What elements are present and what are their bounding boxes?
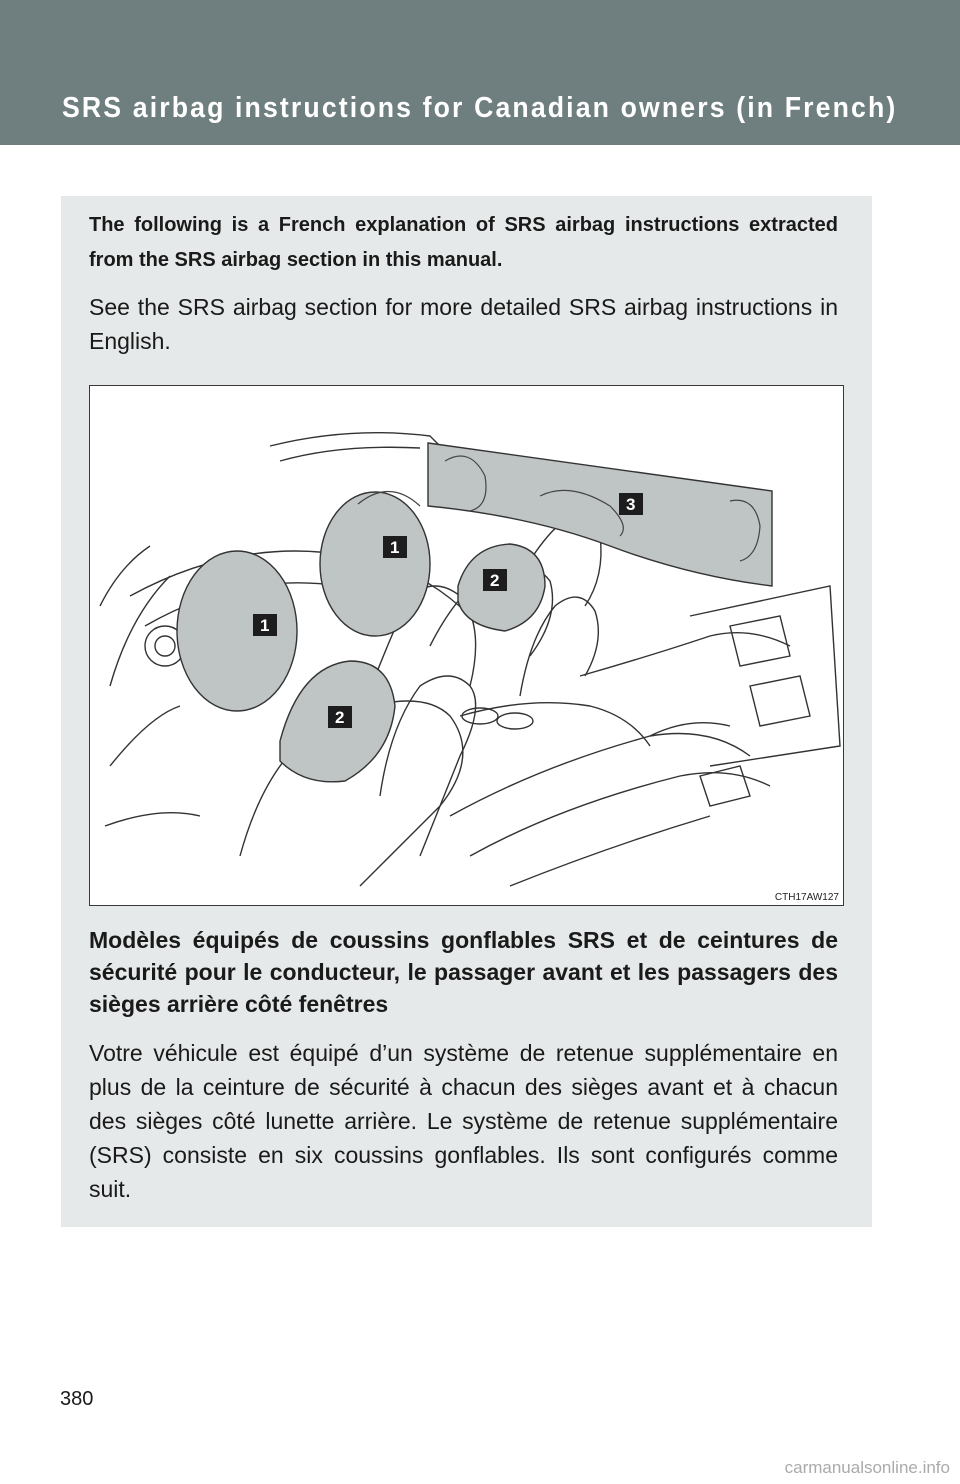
callout-1-driver: [253, 614, 277, 636]
page-header: [0, 0, 960, 145]
intro-bold-text: The following is a French explanation of SRS airbag instructions extracted from the SRS airbag section in this manual.: [89, 214, 838, 271]
svg-text:2: 2: [335, 708, 345, 727]
airbag-illustration: [89, 385, 844, 906]
svg-text:2: 2: [490, 571, 500, 590]
svg-text:1: 1: [260, 616, 270, 635]
intro-plain-text: See the SRS airbag section for more detailed SRS airbag instructions in English.: [89, 294, 838, 354]
callout-2-driver-side: [328, 706, 352, 728]
figure-code: CTH17AW127: [774, 892, 839, 903]
watermark: carmanualsonline.info: [784, 1458, 950, 1477]
callout-2-passenger-side: [483, 569, 507, 591]
section-body: Votre véhicule est équipé d’un système de retenue supplémentaire en plus de la ceinture de sécurité à chacun des sièges avant et à chacun des sièges côté lunette arrière. Le système de retenue supplémentaire (SRS) consiste en six coussins gonflables. Ils sont configurés comme suit.: [89, 1040, 838, 1202]
vehicle-interior-drawing: [90, 386, 844, 906]
page-number: 380: [60, 1388, 94, 1410]
page-title: SRS airbag instructions for Canadian owners (in French): [62, 92, 898, 124]
svg-text:3: 3: [626, 495, 636, 514]
svg-text:1: 1: [390, 538, 400, 557]
callout-3-curtain: [619, 493, 643, 515]
section-heading: Modèles équipés de coussins gonflables SRS et de ceintures de sécurité pour le conducteur, le passager avant et les passagers des sièges arrière côté fenêtres: [89, 927, 838, 1017]
callout-1-passenger: [383, 536, 407, 558]
